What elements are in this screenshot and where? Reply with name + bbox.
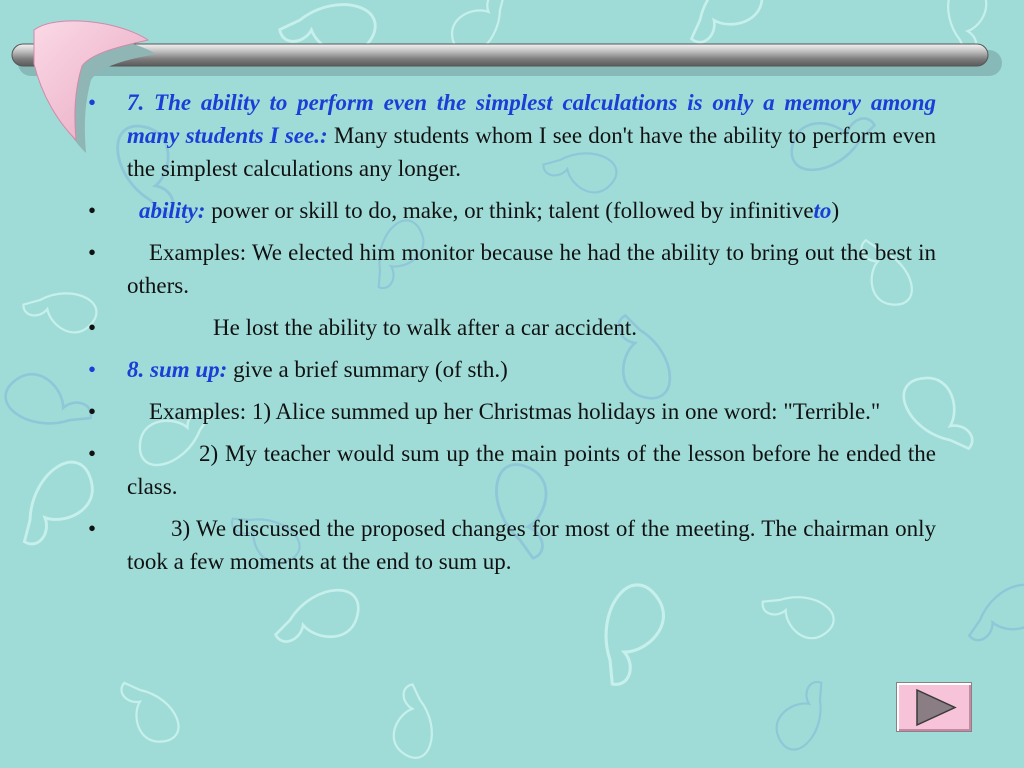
definition-text: give a brief summary (of sth.) (233, 357, 508, 382)
example-text: Many students whom I see don't have the ability to perform even the simplest calculations any longer. (127, 123, 937, 181)
bullet-item-ability-definition (86, 194, 936, 227)
bullet-marker: • (88, 357, 97, 382)
example-text: 2) My teacher would sum up the main points of the lesson before he ended the class. (127, 441, 936, 499)
example-text: Examples: We elected him monitor because he had the ability to bring out the best in others. (127, 240, 936, 298)
bullet-marker: • (88, 240, 97, 265)
definition-text: power or skill to do, make, or think; talent (followed by infinitive (211, 198, 814, 223)
slide-content (86, 86, 936, 587)
vocab-term: ability: (139, 198, 206, 223)
bullet-item-example-1 (86, 236, 936, 302)
bullet-item-ability-heading (86, 86, 936, 185)
bullet-marker: • (88, 90, 97, 115)
next-slide-button[interactable] (896, 682, 972, 732)
bullet-item-example-3 (86, 395, 936, 428)
example-text: 3) We discussed the proposed changes for most of the meeting. The chairman only took a few moments at the end to sum up. (127, 516, 936, 574)
bullet-marker: • (88, 516, 97, 541)
bullet-item-example-4 (86, 437, 936, 503)
bullet-marker: • (88, 198, 97, 223)
example-text: He lost the ability to walk after a car accident. (213, 315, 638, 340)
vocab-heading: 7. The ability to perform even the simplest calculations is only a memory among many students I see.: (127, 90, 936, 148)
bullet-marker: • (88, 315, 97, 340)
vocab-term: 8. sum up: (127, 357, 228, 382)
definition-close: ) (831, 198, 840, 223)
play-triangle-icon (897, 683, 973, 733)
bullet-item-example-5 (86, 512, 936, 578)
bullet-item-example-2 (86, 311, 936, 344)
bullet-marker: • (88, 399, 97, 424)
example-text: Examples: 1) Alice summed up her Christmas holidays in one word: "Terrible." (149, 399, 881, 424)
bullet-item-sum-up-heading (86, 353, 936, 386)
vocab-term-infinitive: to (813, 198, 832, 223)
bullet-marker: • (88, 441, 97, 466)
